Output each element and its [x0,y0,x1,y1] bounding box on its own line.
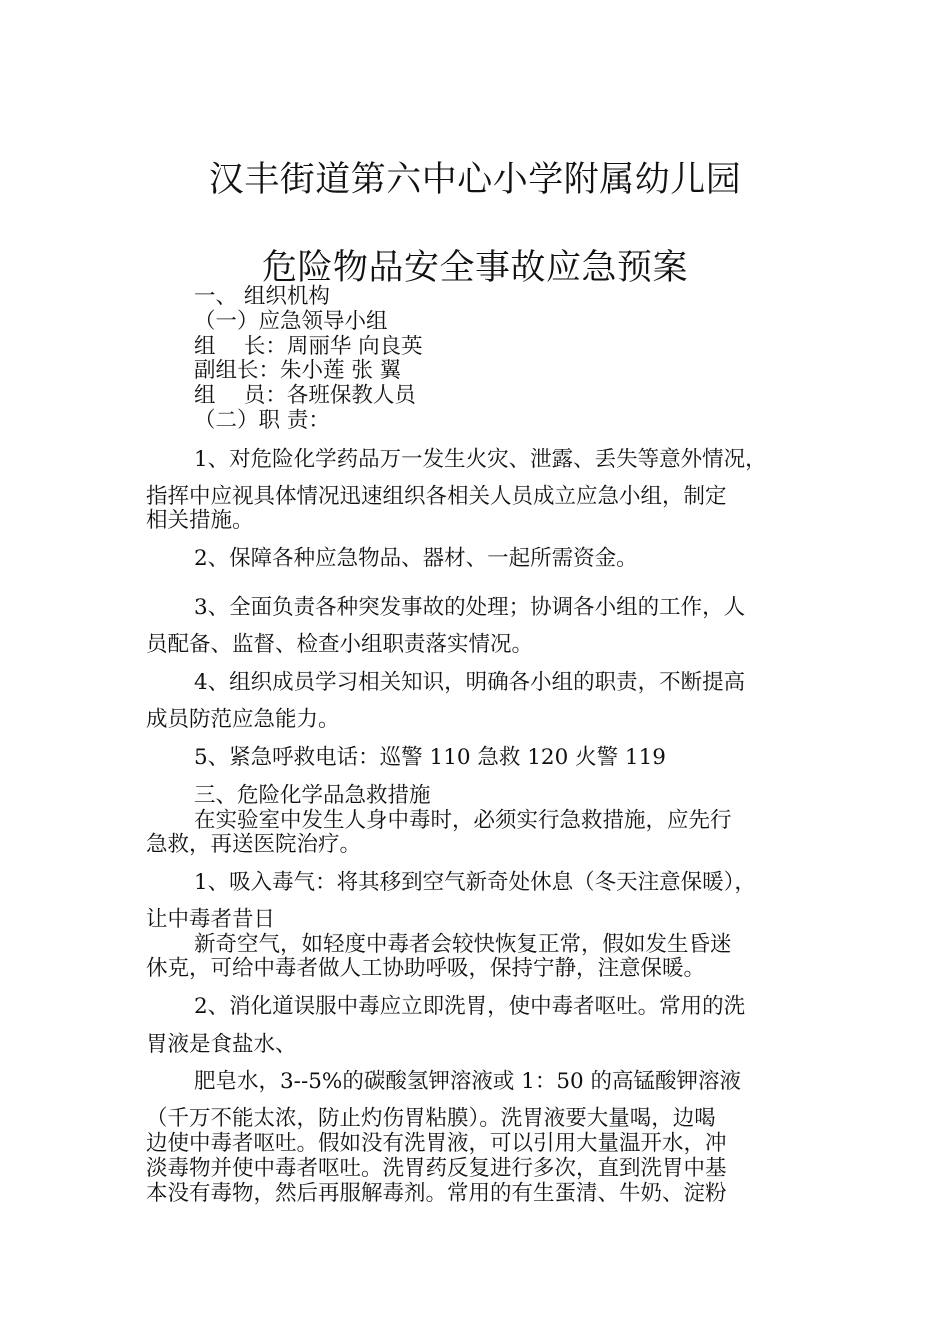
ingestion-line-5: 边使中毒者呕吐。假如没有洗胃液，可以引用大量温开水，冲 [146,1131,727,1156]
duty-3-line-1: 3、全面负责各种突发事故的处理；协调各小组的工作，人 [194,595,746,620]
duty-1-line-1: 1、对危险化学药品万一发生火灾、泄露、丢失等意外情况， [194,447,767,472]
subsection-heading-leadership-group: （一）应急领导小组 [194,309,388,334]
duty-1-line-2: 指挥中应视具体情况迅速组织各相关人员成立应急小组，制定 [146,484,727,509]
inhalation-line-2: 让中毒者昔日 [146,907,276,932]
deputy-leader-line: 副组长：朱小莲 张 翼 [194,358,402,383]
ingestion-line-2: 胃液是食盐水、 [146,1032,297,1057]
section-heading-first-aid: 三、危险化学品急救措施 [194,783,431,808]
inhalation-line-3: 新奇空气，如轻度中毒者会较快恢复正常，假如发生昏迷 [194,932,732,957]
ingestion-line-1: 2、消化道误服中毒应立即洗胃，使中毒者呕吐。常用的洗 [194,994,746,1019]
duty-4-line-2: 成员防范应急能力。 [146,707,340,732]
ingestion-line-4: （千万不能太浓，防止灼伤胃粘膜）。洗胃液要大量喝，边喝 [146,1106,716,1131]
members-line: 组 员：各班保教人员 [194,383,416,408]
duty-5-emergency-numbers: 5、紧急呼救电话：巡警 110 急救 120 火警 119 [194,745,666,770]
duty-1-line-3: 相关措施。 [146,508,254,533]
duty-4-line-1: 4、组织成员学习相关知识，明确各小组的职责，不断提高 [194,670,746,695]
first-aid-intro-line-1: 在实验室中发生人身中毒时，必须实行急救措施，应先行 [194,808,732,833]
inhalation-line-1: 1、吸入毒气：将其移到空气新奇处休息（冬天注意保暖）， [194,870,756,895]
ingestion-line-7: 本没有毒物，然后再服解毒剂。常用的有生蛋清、牛奶、淀粉 [146,1181,727,1206]
subsection-heading-duties: （二）职 责： [194,408,330,433]
document-title-plan: 危险物品安全事故应急预案 [261,248,688,288]
duty-3-line-2: 员配备、监督、检查小组职责落实情况。 [146,632,534,657]
first-aid-intro-line-2: 急救，再送医院治疗。 [146,832,362,857]
ingestion-line-3: 肥皂水，3--5%的碳酸氢钾溶液或 1：50 的高锰酸钾溶液 [194,1069,742,1094]
section-heading-organization: 一、 组织机构 [194,284,330,309]
leader-line: 组 长：周丽华 向良英 [194,334,423,359]
inhalation-line-4: 休克，可给中毒者做人工协助呼吸，保持宁静，注意保暖。 [146,956,706,981]
ingestion-line-6: 淡毒物并使中毒者呕吐。洗胃药反复进行多次，直到洗胃中基 [146,1156,727,1181]
duty-2: 2、保障各种应急物品、器材、一起所需资金。 [194,546,638,571]
document-title-school: 汉丰街道第六中心小学附属幼儿园 [208,160,742,200]
